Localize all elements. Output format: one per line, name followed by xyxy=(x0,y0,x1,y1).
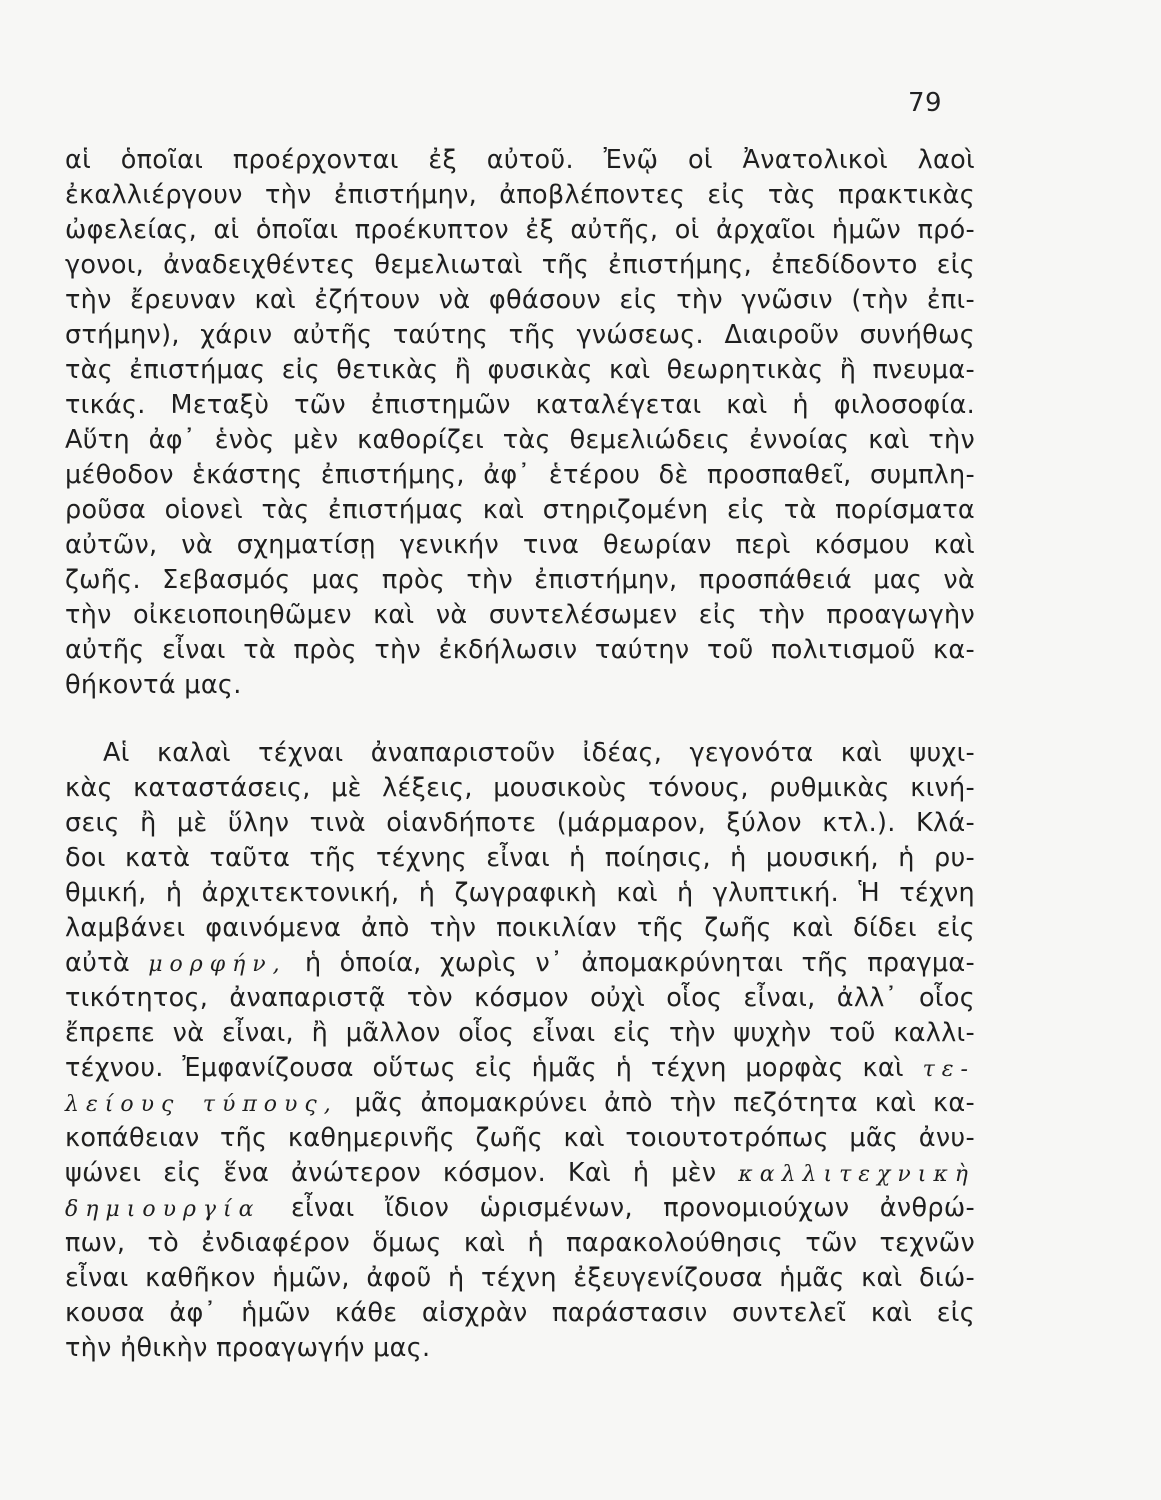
text-line xyxy=(65,1086,975,1120)
text-line: θήκοντά μας. xyxy=(65,670,242,700)
spaced-emphasis: τε- xyxy=(922,1057,975,1082)
text-line: τικότητος, ἀναπαριστᾷ τὸν κόσμον οὐχὶ οἷος εἶναι, ἀλλ᾿ οἷος xyxy=(65,983,975,1013)
page-number: 79 xyxy=(908,88,943,118)
text-line xyxy=(65,1156,975,1190)
text-line: τὴν ἠθικὴν προαγωγήν μας. xyxy=(65,1333,431,1363)
text-line: εἶναι καθῆκον ἡμῶν, ἀφοῦ ἡ τέχνη ἐξευγενίζουσα ἡμᾶς καὶ διώ- xyxy=(65,1263,975,1293)
text-line: στήμην), χάριν αὐτῆς ταύτης τῆς γνώσεως. Διαιροῦν συνήθως xyxy=(65,320,975,350)
text-line: κὰς καταστάσεις, μὲ λέξεις, μουσικοὺς τόνους, ρυθμικὰς κινή- xyxy=(65,773,975,803)
text-line xyxy=(65,946,975,980)
text-line: αὐτῶν, νὰ σχηματίσῃ γενικήν τινα θεωρίαν περὶ κόσμου καὶ xyxy=(65,530,975,560)
spaced-emphasis: μορφήν, xyxy=(148,952,287,977)
text-span: τέχνου. Ἐμφανίζουσα οὕτως εἰς ἡμᾶς ἡ τέχνη μορφὰς καὶ xyxy=(65,1053,923,1083)
spaced-emphasis: δημιουργία xyxy=(65,1197,261,1222)
text-span: μᾶς ἀπομακρύνει ἀπὸ τὴν πεζότητα καὶ κα- xyxy=(337,1088,975,1118)
spaced-emphasis: καλλιτεχνικὴ xyxy=(738,1162,975,1187)
text-line: πων, τὸ ἐνδιαφέρον ὅμως καὶ ἡ παρακολούθησις τῶν τεχνῶν xyxy=(65,1228,975,1258)
text-line: ἔπρεπε νὰ εἶναι, ἢ μᾶλλον οἷος εἶναι εἰς τὴν ψυχὴν τοῦ καλλι- xyxy=(65,1018,975,1048)
text-span: ἡ ὁποία, χωρὶς ν᾿ ἀπομακρύνηται τῆς πραγμα- xyxy=(286,948,975,978)
text-line: μέθοδον ἑκάστης ἐπιστήμης, ἀφ᾿ ἑτέρου δὲ προσπαθεῖ, συμπλη- xyxy=(65,460,975,490)
text-span: ψώνει εἰς ἕνα ἀνώτερον κόσμον. Καὶ ἡ μὲν xyxy=(65,1158,739,1188)
text-line: θμική, ἡ ἀρχιτεκτονική, ἡ ζωγραφικὴ καὶ ἡ γλυπτική. Ἡ τέχνη xyxy=(65,878,975,908)
text-line: αἱ ὁποῖαι προέρχονται ἐξ αὐτοῦ. Ἐνῷ οἱ Ἀνατολικοὶ λαοὶ xyxy=(65,145,975,175)
text-line: Αὕτη ἀφ᾿ ἑνὸς μὲν καθορίζει τὰς θεμελιώδεις ἐννοίας καὶ τὴν xyxy=(65,425,975,455)
spaced-emphasis: λείους τύπους, xyxy=(65,1092,338,1117)
text-span: εἶναι ἴδιον ὡρισμένων, προνομιούχων ἀνθρώ- xyxy=(260,1193,975,1223)
text-line: κουσα ἀφ᾿ ἡμῶν κάθε αἰσχρὰν παράστασιν συντελεῖ καὶ εἰς xyxy=(65,1298,975,1328)
text-line: αὐτῆς εἶναι τὰ πρὸς τὴν ἐκδήλωσιν ταύτην τοῦ πολιτισμοῦ κα- xyxy=(65,635,975,665)
text-line: τὴν οἰκειοποιηθῶμεν καὶ νὰ συντελέσωμεν εἰς τὴν προαγωγὴν xyxy=(65,600,975,630)
text-line: γονοι, ἀναδειχθέντες θεμελιωταὶ τῆς ἐπιστήμης, ἐπεδίδοντο εἰς xyxy=(65,250,975,280)
text-line: τικάς. Μεταξὺ τῶν ἐπιστημῶν καταλέγεται καὶ ἡ φιλοσοφία. xyxy=(65,390,975,420)
text-line: ροῦσα οἱονεὶ τὰς ἐπιστήμας καὶ στηριζομένη εἰς τὰ πορίσματα xyxy=(65,495,975,525)
text-line xyxy=(65,1191,975,1225)
text-line: σεις ἢ μὲ ὕλην τινὰ οἱανδήποτε (μάρμαρον, ξύλον κτλ.). Κλά- xyxy=(65,808,975,838)
text-line: ζωῆς. Σεβασμός μας πρὸς τὴν ἐπιστήμην, προσπάθειά μας νὰ xyxy=(65,565,975,595)
text-line: κοπάθειαν τῆς καθημερινῆς ζωῆς καὶ τοιουτοτρόπως μᾶς ἀνυ- xyxy=(65,1123,975,1153)
text-line xyxy=(65,1051,975,1085)
text-line: δοι κατὰ ταῦτα τῆς τέχνης εἶναι ἡ ποίησις, ἡ μουσική, ἡ ρυ- xyxy=(65,843,975,873)
text-line: ὠφελείας, αἱ ὁποῖαι προέκυπτον ἐξ αὐτῆς, οἱ ἀρχαῖοι ἡμῶν πρό- xyxy=(65,215,975,245)
text-line: τὰς ἐπιστήμας εἰς θετικὰς ἢ φυσικὰς καὶ θεωρητικὰς ἢ πνευμα- xyxy=(65,355,975,385)
text-line: Αἱ καλαὶ τέχναι ἀναπαριστοῦν ἰδέας, γεγονότα καὶ ψυχι- xyxy=(103,738,975,768)
text-span: αὐτὰ xyxy=(65,948,149,978)
text-line: ἐκαλλιέργουν τὴν ἐπιστήμην, ἀποβλέποντες εἰς τὰς πρακτικὰς xyxy=(65,180,975,210)
text-line: τὴν ἔρευναν καὶ ἐζήτουν νὰ φθάσουν εἰς τὴν γνῶσιν (τὴν ἐπι- xyxy=(65,285,975,315)
text-line: λαμβάνει φαινόμενα ἀπὸ τὴν ποικιλίαν τῆς ζωῆς καὶ δίδει εἰς xyxy=(65,913,975,943)
